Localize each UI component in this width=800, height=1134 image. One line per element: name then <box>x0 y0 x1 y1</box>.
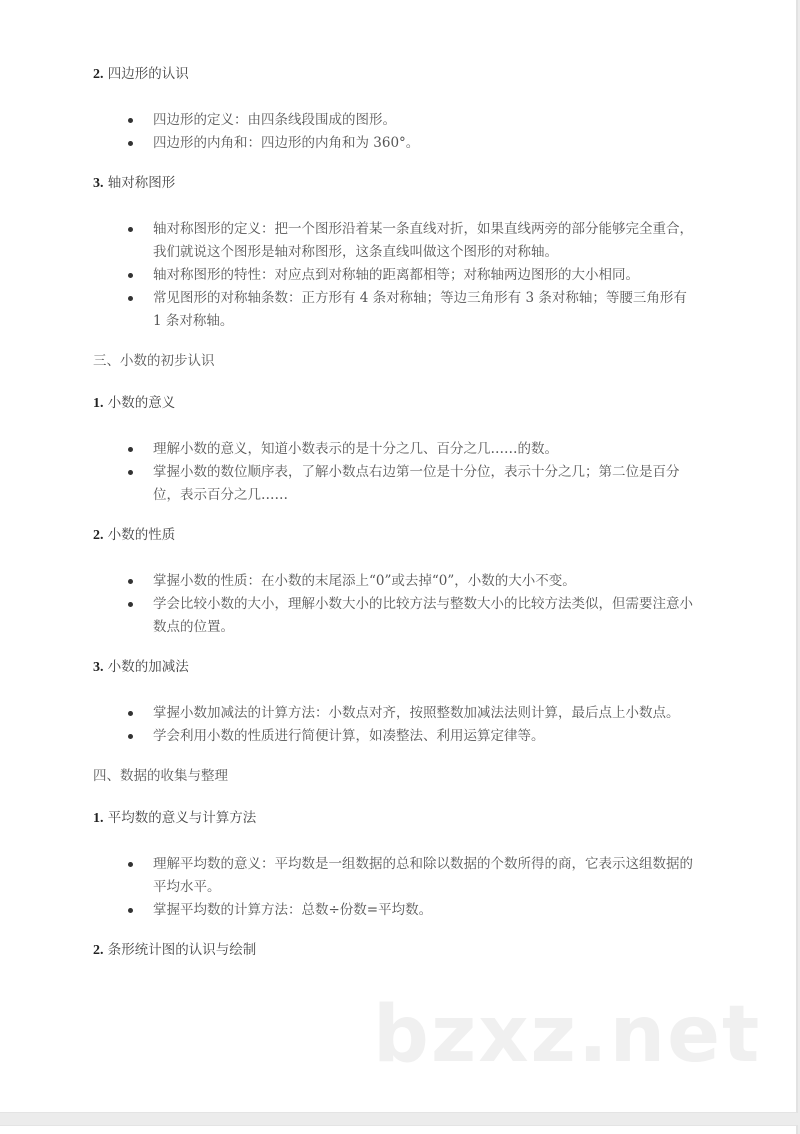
subheading-decimal-meaning <box>93 393 713 414</box>
bullet-list <box>93 570 713 639</box>
section-title-decimals: 三、小数的初步认识 <box>93 353 215 369</box>
bullet-list <box>93 853 713 922</box>
heading-number: 3. <box>93 660 104 675</box>
list-item: 掌握平均数的计算方法：总数÷份数=平均数。 <box>93 899 698 922</box>
bullet-icon <box>128 118 133 123</box>
subheading-average <box>93 808 713 829</box>
bullet-icon <box>128 470 133 475</box>
section-title-data: 四、数据的收集与整理 <box>93 768 228 784</box>
subheading-axial-symmetry <box>93 173 713 194</box>
bullet-icon <box>128 711 133 716</box>
watermark: bzxz.net <box>373 990 762 1080</box>
page-content <box>93 64 713 961</box>
list-item: 掌握小数的性质：在小数的末尾添上“0”或去掉“0”，小数的大小不变。 <box>93 570 698 593</box>
heading-text: 四边形的认识 <box>107 66 189 82</box>
heading-text: 小数的加减法 <box>107 659 189 675</box>
list-item: 学会利用小数的性质进行简便计算，如凑整法、利用运算定律等。 <box>93 725 698 748</box>
list-item: 四边形的定义：由四条线段围成的图形。 <box>93 109 698 132</box>
bullet-icon <box>128 141 133 146</box>
bullet-icon <box>128 734 133 739</box>
subheading-quadrilateral <box>93 64 713 85</box>
bullet-icon <box>128 862 133 867</box>
heading-number: 2. <box>93 67 104 82</box>
list-item: 轴对称图形的定义：把一个图形沿着某一条直线对折，如果直线两旁的部分能够完全重合，我们就说这个图形是轴对称图形，这条直线叫做这个图形的对称轴。 <box>93 218 698 264</box>
bullet-icon <box>128 296 133 301</box>
bullet-list <box>93 438 713 507</box>
bullet-icon <box>128 227 133 232</box>
bullet-icon <box>128 579 133 584</box>
heading-text: 条形统计图的认识与绘制 <box>107 942 257 958</box>
list-item: 理解平均数的意义：平均数是一组数据的总和除以数据的个数所得的商，它表示这组数据的平均水平。 <box>93 853 698 899</box>
bullet-icon <box>128 447 133 452</box>
bullet-icon <box>128 273 133 278</box>
heading-number: 2. <box>93 943 104 958</box>
subheading-decimal-add-subtract <box>93 657 713 678</box>
subheading-bar-chart <box>93 940 713 961</box>
bullet-list <box>93 109 713 155</box>
heading-number: 1. <box>93 811 104 826</box>
subheading-decimal-properties <box>93 525 713 546</box>
list-item: 学会比较小数的大小，理解小数大小的比较方法与整数大小的比较方法类似，但需要注意小数点的位置。 <box>93 593 698 639</box>
list-item: 轴对称图形的特性：对应点到对称轴的距离都相等；对称轴两边图形的大小相同。 <box>93 264 698 287</box>
list-item: 理解小数的意义，知道小数表示的是十分之几、百分之几……的数。 <box>93 438 698 461</box>
list-item: 常见图形的对称轴条数：正方形有 4 条对称轴；等边三角形有 3 条对称轴；等腰三角形有 1 条对称轴。 <box>93 287 698 333</box>
list-item: 掌握小数加减法的计算方法：小数点对齐，按照整数加减法法则计算，最后点上小数点。 <box>93 702 698 725</box>
heading-number: 2. <box>93 528 104 543</box>
heading-number: 1. <box>93 396 104 411</box>
next-page-edge <box>0 1125 798 1134</box>
bullet-icon <box>128 908 133 913</box>
list-item: 四边形的内角和：四边形的内角和为 360°。 <box>93 132 698 155</box>
heading-text: 轴对称图形 <box>107 175 176 191</box>
list-item: 掌握小数的数位顺序表，了解小数点右边第一位是十分位，表示十分之几；第二位是百分位，表示百分之几…… <box>93 461 698 507</box>
bullet-list <box>93 702 713 748</box>
heading-text: 平均数的意义与计算方法 <box>107 810 257 826</box>
heading-text: 小数的性质 <box>107 527 176 543</box>
bullet-list <box>93 218 713 333</box>
bullet-icon <box>128 602 133 607</box>
heading-number: 3. <box>93 176 104 191</box>
heading-text: 小数的意义 <box>107 395 176 411</box>
